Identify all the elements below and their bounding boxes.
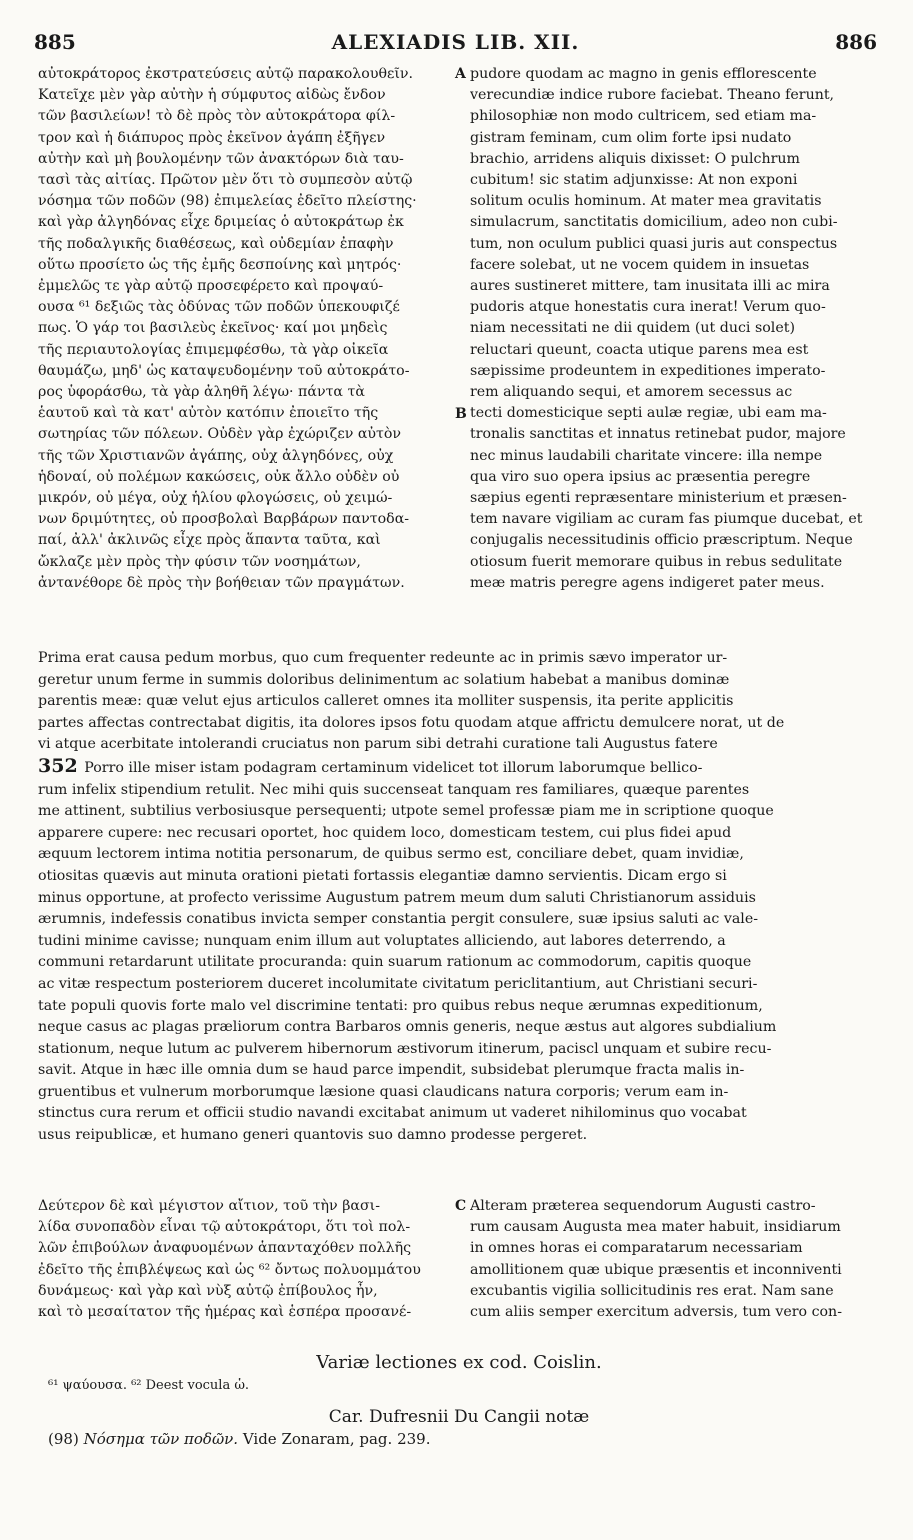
margin-mark-c: C [455,1198,467,1214]
text-line [38,756,880,780]
text-line: λῶν ἐπιβούλων ἀναφυομένων ἁπανταχόθεν πολλῆς [38,1240,412,1257]
greek-column-top [38,64,452,594]
footnote-number: (98) [48,1430,79,1448]
text-line: amollitionem quæ ubique præsentis et inconniventi [470,1261,842,1278]
text-line: θαυμάζω, μηδ' ὡς καταψευδομένην τοῦ αὐτοκράτο- [38,362,410,379]
text-line: neque casus ac plagas præliorum contra Barbaros omnis generis, neque æstus aut algores subdialium [38,1019,777,1036]
text-line: παί, ἀλλ' ἀκλινῶς εἶχε πρὸς ἅπαντα ταῦτα, καὶ [38,532,381,549]
text-line: apparere cupere: nec recusari oportet, hoc quidem loco, domesticam testem, cui plus fidei apud [38,824,732,841]
text-line: ἀντανέθορε δὲ πρὸς τὴν βοήθειαν τῶν πραγμάτων. [38,574,405,591]
text-line: tronalis sanctitas et innatus retinebat pudor, majore [470,426,846,443]
text-line: μικρόν, οὐ μέγα, οὐχ ἡλίου φλογώσεις, οὐ χειμώ- [38,490,393,507]
text-line: partes affectas contrectabat digitis, ita dolores ipsos fotu quodam atque affrictu demulcere norat, ut de [38,714,785,731]
text-line: geretur unum ferme in summis doloribus delinimentum ac solatium habebat a manibus dominæ [38,671,730,688]
text-line: tum, non oculum publici quasi juris aut conspectus [470,235,838,252]
text-line: simulacrum, sanctitatis domicilium, adeo non cubi- [470,214,838,231]
margin-mark-a: A [455,66,466,82]
text-line: τασὶ τὰς αἰτίας. Πρῶτον μὲν ὅτι τὸ συμπεσὸν αὐτῷ [38,172,413,189]
text-line: aures sustineret mittere, tam inusitata illi ac mira [470,278,830,295]
latin-column-bottom [470,1196,880,1323]
text-line: facere solebat, ut ne vocem quidem in insuetas [470,256,810,273]
text-line: Alteram præterea sequendorum Augusti castro- [470,1198,816,1214]
text-line: gistram feminam, cum olim forte ipsi nudato [470,129,792,146]
variae-lectiones-heading: Variæ lectiones ex cod. Coislin. [316,1352,602,1373]
text-line: τῆς ποδαλγικῆς διαθέσεως, καὶ οὐδεμίαν ἐπαφὴν [38,235,394,252]
text-line: λίδα συνοπαδὸν εἶναι τῷ αὐτοκράτορι, ὅτι τοὶ πολ- [38,1219,411,1236]
text-line: philosophiæ non modo cultricem, sed etiam ma- [470,108,817,125]
running-header [34,30,877,60]
text-line: sæpissime prodeuntem in expeditiones imperato- [470,362,826,379]
footnote-98 [48,1430,430,1448]
text-line: Prima erat causa pedum morbus, quo cum frequenter redeunte ac in primis sævo imperator ur- [38,650,728,666]
text-line: tate populi quovis forte malo vel discrimine tentati: pro quibus rebus neque ærumnas expeditionum, [38,997,763,1014]
text-line: rum causam Augusta mea mater habuit, insidiarum [470,1219,841,1236]
text-line: stinctus cura rerum et officii studio navandi excitabat animum ut vaderet nihilominus quo vocabat [38,1105,747,1122]
text-line: οὕτω προσίετο ὡς τῆς ἐμῆς δεσποίνης καὶ μητρός· [38,256,402,273]
text-line: ærumnis, indefessis conatibus invicta semper constantia pergit consulere, suæ ipsius saluti ac vale- [38,911,759,928]
text-line: Δεύτερον δὲ καὶ μέγιστον αἴτιον, τοῦ τὴν βασι- [38,1198,381,1214]
page-number-right: 886 [835,30,877,54]
text-line: cubitum! sic statim adjunxisse: At non exponi [470,172,798,189]
latin-column-top [470,64,880,594]
text-line: vi atque acerbitate intolerandi cruciatus non parum sibi detrahi curatione tali Augustus fatere [38,736,718,753]
text-line: ὤκλαζε μὲν πρὸς τὴν φύσιν τῶν νοσημάτων, [38,553,361,570]
text-line: usus reipublicæ, et humano generi quantovis suo damno prodesse pergeret. [38,1127,588,1144]
text-line: νων δριμύτητες, οὐ προσβολαὶ Βαρβάρων παντοδα- [38,511,410,528]
text-line: brachio, arridens aliquis dixisset: O pulchrum [470,150,801,167]
variae-lectiones-text: ⁶¹ ψαύουσα. ⁶² Deest vocula ὡ. [48,1378,250,1393]
text-line: me attinent, subtilius verbosiusque persequenti; utpote semel professæ piam me in scriptione quoque [38,803,774,820]
text-line: conjugalis necessitudinis officio præscriptum. Neque [470,532,853,549]
text-line: communi retardarunt utilitate procuranda: quin suarum rationum ac commodorum, capitis quoque [38,954,752,971]
text-line: Κατεῖχε μὲν γὰρ αὐτὴν ἡ σύμφυτος αἰδὼς ἔνδον [38,87,386,104]
text-line: æquum lectorem intima notitia personarum, de quibus sermo est, conciliare debet, quam invidiæ, [38,846,744,863]
text-line: in omnes horas ei comparatarum necessariam [470,1240,803,1257]
text-line: πως. Ὁ γάρ τοι βασιλεὺς ἐκεῖνος· καί μοι μηδεὶς [38,320,388,337]
text-line: pudoris atque honestatis cura inerat! Verum quo- [470,299,826,316]
text-line: solitum oculis hominum. At mater mea gravitatis [470,193,822,210]
text-line-rest: Porro ille miser istam podagram certaminum videlicet tot illorum laborumque bellico- [84,759,703,776]
text-line: savit. Atque in hæc ille omnia dum se haud parce impendit, subsidebat plerumque fracta malis in- [38,1062,745,1079]
text-line: αὐτοκράτορος ἐκστρατεύσεις αὐτῷ παρακολουθεῖν. [38,66,414,82]
greek-column-bottom [38,1196,452,1323]
text-line: ἑαυτοῦ καὶ τὰ κατ' αὐτὸν κατόπιν ἐποιεῖτο τῆς [38,405,379,422]
text-line: minus opportune, at profecto verissime Augustum patrem meum dum saluti Christianorum assiduis [38,889,756,906]
text-line: αὐτὴν καὶ μὴ βουλομένην τῶν ἀνακτόρων διὰ ταυ- [38,150,404,167]
text-line: τῶν βασιλείων! τὸ δὲ πρὸς τὸν αὐτοκράτορα φίλ- [38,108,396,125]
text-line: τῆς περιαυτολογίας ἐπιμεμφέσθω, τὰ γὰρ οἰκεῖα [38,341,389,358]
text-line: tudini minime cavisse; nunquam enim illum aut voluptates alliciendo, aut labores deterrendo, a [38,932,726,949]
text-line: ουσα ⁶¹ δεξιῶς τὰς ὀδύνας τῶν ποδῶν ὑπεκουφιζέ [38,299,400,316]
running-title: ALEXIADIS LIB. XII. [331,30,580,54]
text-line: ἐμμελῶς τε γὰρ αὐτῷ προσεφέρετο καὶ προψαύ- [38,278,384,295]
text-line: τῆς τῶν Χριστιανῶν ἀγάπης, οὐχ ἀλγηδόνες, οὐχ [38,447,394,464]
text-line: qua viro suo opera ipsius ac præsentia peregre [470,468,811,485]
text-line: καὶ γὰρ ἀλγηδόνας εἶχε δριμείας ὁ αὐτοκράτωρ ἐκ [38,214,404,231]
footnote-lemma: Νόσημα τῶν ποδῶν. [83,1430,239,1448]
notes-heading: Car. Dufresnii Du Cangii notæ [328,1407,590,1427]
text-line: τρον καὶ ἡ διάπυρος πρὸς ἐκεῖνον ἀγάπη ἐξῆγεν [38,129,386,146]
text-line: otiosum fuerit memorare quibus in rebus sedulitate [470,553,843,570]
text-line: rem aliquando sequi, et amorem secessus ac [470,384,793,401]
text-line: ἐδεῖτο τῆς ἐπιβλέψεως καὶ ὡς ⁶² ὄντως πολυομμάτου [38,1261,421,1278]
text-line: meæ matris peregre agens indigeret pater meus. [470,574,825,591]
text-line: ἡδοναί, οὐ πολέμων κακώσεις, οὐκ ἄλλο οὐδὲν οὐ [38,468,400,485]
text-line: verecundiæ indice rubore faciebat. Theano ferunt, [470,87,835,104]
text-line: tecti domesticique septi aulæ regiæ, ubi eam ma- [470,405,827,422]
text-line: ρος ὑφοράσθω, τὰ γὰρ ἀληθῆ λέγω· πάντα τὰ [38,384,365,401]
text-line: reluctari queunt, coacta utique parens mea est [470,341,809,358]
column-number: 352 [38,755,85,777]
margin-mark-b: B [455,406,467,422]
text-line: niam necessitati ne dii quidem (ut duci solet) [470,320,795,337]
text-line: pudore quodam ac magno in genis efflorescente [470,66,817,82]
text-line: excubantis vigilia sollicitudinis res erat. Nam sane [470,1282,834,1299]
text-line: ac vitæ respectum posteriorem duceret incolumitate civitatum periclitantium, aut Christiani securi- [38,975,758,992]
text-line: parentis meæ: quæ velut ejus articulos calleret omnes ita molliter suspensis, ita perite applicitis [38,693,734,710]
text-line: otiositas quævis aut minuta orationi pietati fortassis elegantiæ damno servientis. Dicam ergo si [38,867,727,884]
text-line: sæpius egenti repræsentare ministerium et præsen- [470,490,847,507]
footnote-reference: Vide Zonaram, pag. 239. [242,1430,431,1448]
text-line: nec minus laudabili charitate vincere: illa nempe [470,447,823,464]
text-line: σωτηρίας τῶν πόλεων. Οὐδὲν γὰρ ἐχώριζεν αὐτὸν [38,426,402,443]
page-number-left: 885 [34,30,76,54]
text-line: νόσημα τῶν ποδῶν (98) ἐπιμελείας ἐδεῖτο πλείστης· [38,193,417,210]
text-line: καὶ τὸ μεσαίτατον τῆς ἡμέρας καὶ ἑσπέρα προσανέ- [38,1304,412,1321]
text-line: stationum, neque lutum ac pulverem hibernorum æstivorum itinerum, paciscl unquam et subire recu- [38,1040,772,1057]
text-line: cum aliis semper exercitum adversis, tum vero con- [470,1304,842,1321]
latin-full-width-text [38,648,880,1147]
text-line: tem navare vigiliam ac curam fas piumque ducebat, et [470,511,863,528]
text-line: rum infelix stipendium retulit. Nec mihi quis succenseat tanquam res familiares, quæque parentes [38,781,750,798]
text-line: δυνάμεως· καὶ γὰρ καὶ νὺξ αὐτῷ ἐπίβουλος ἦν, [38,1282,378,1299]
text-line: gruentibus et vulnerum morborumque læsione quasi claudicans natura corporis; verum eam in- [38,1083,729,1100]
